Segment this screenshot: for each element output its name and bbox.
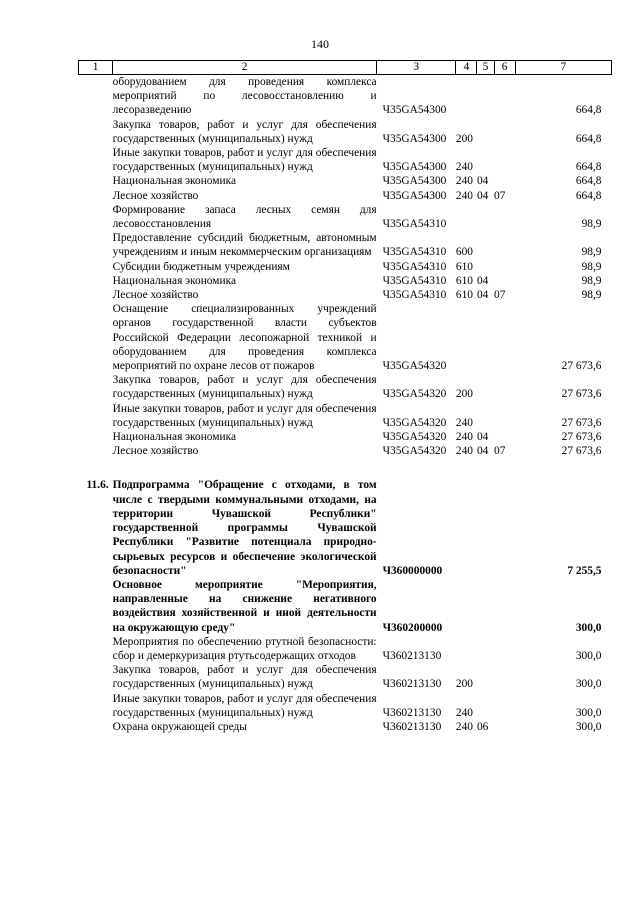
row-amount: 27 673,6 bbox=[561, 416, 602, 429]
row-target-code: Ч35GA54310 bbox=[382, 260, 447, 273]
row-subsection bbox=[494, 720, 515, 734]
row-amount: 664,8 bbox=[575, 189, 602, 202]
row-name: Иные закупки товаров, работ и услуг для обеспечения государственных (муниципальных) нужд bbox=[112, 692, 377, 719]
row-name: Субсидии бюджетным учреждениям bbox=[112, 260, 290, 273]
row-amount: 98,9 bbox=[581, 218, 602, 231]
row-subsection bbox=[494, 174, 515, 188]
table-row bbox=[79, 75, 612, 118]
row-name: Мероприятия по обеспечению ртутной безопасности: сбор и демеркуризация ртутьсодержащих отходов bbox=[112, 635, 377, 662]
row-amount: 98,9 bbox=[581, 274, 602, 287]
row-number bbox=[79, 75, 113, 118]
row-number: 11.6. bbox=[86, 479, 109, 492]
row-section bbox=[477, 203, 494, 231]
column-number: 2 bbox=[113, 61, 377, 75]
row-section bbox=[477, 373, 494, 401]
row-section bbox=[477, 231, 494, 259]
row-amount: 98,9 bbox=[581, 260, 602, 273]
row-expense-type: 610 bbox=[455, 260, 473, 273]
row-number bbox=[79, 189, 113, 203]
row-name: Закупка товаров, работ и услуг для обеспечения государственных (муниципальных) нужд bbox=[112, 374, 377, 401]
row-subsection bbox=[494, 578, 515, 635]
row-name: Основное мероприятие "Мероприятия, направленные на снижение негативного воздействия хозяйственной и иной деятельности на окружающую среду" bbox=[112, 578, 377, 634]
row-name: оборудованием для проведения комплекса мероприятий по лесовосстановлению и лесоразведению bbox=[112, 76, 377, 117]
row-number bbox=[79, 578, 113, 635]
row-subsection: 07 bbox=[494, 445, 506, 458]
row-name: Иные закупки товаров, работ и услуг для обеспечения государственных (муниципальных) нужд bbox=[112, 147, 377, 174]
table-row bbox=[79, 302, 612, 373]
row-target-code: Ч35GA54320 bbox=[382, 388, 447, 401]
row-section bbox=[477, 663, 494, 691]
row-target-code: Ч35GA54300 bbox=[382, 161, 447, 174]
row-expense-type: 200 bbox=[455, 388, 473, 401]
row-expense-type: 240 bbox=[455, 445, 473, 458]
row-number bbox=[79, 231, 113, 259]
row-subsection bbox=[494, 635, 515, 663]
row-name: Национальная экономика bbox=[112, 274, 236, 287]
row-number bbox=[79, 692, 113, 720]
row-expense-type bbox=[456, 635, 477, 663]
row-target-code: Ч360213130 bbox=[382, 720, 442, 733]
row-number bbox=[79, 203, 113, 231]
row-target-code: Ч35GA54320 bbox=[382, 445, 447, 458]
row-number bbox=[79, 302, 113, 373]
table-row bbox=[79, 174, 612, 188]
row-expense-type: 240 bbox=[455, 431, 473, 444]
row-amount: 300,0 bbox=[575, 678, 602, 691]
row-section: 04 bbox=[476, 274, 489, 287]
spacer-row bbox=[79, 458, 612, 478]
row-number bbox=[79, 430, 113, 444]
table-row bbox=[79, 402, 612, 430]
row-number bbox=[79, 720, 113, 734]
row-expense-type: 240 bbox=[455, 706, 473, 719]
row-target-code: Ч35GA54310 bbox=[382, 289, 447, 302]
row-subsection bbox=[494, 302, 515, 373]
table-row bbox=[79, 692, 612, 720]
row-subsection bbox=[494, 203, 515, 231]
budget-table bbox=[78, 60, 612, 734]
row-subsection: 07 bbox=[494, 289, 506, 302]
row-amount: 27 673,6 bbox=[561, 388, 602, 401]
row-amount: 300,0 bbox=[575, 706, 602, 719]
row-amount: 664,8 bbox=[575, 161, 602, 174]
row-target-code: Ч360213130 bbox=[382, 706, 442, 719]
row-expense-type bbox=[456, 478, 477, 577]
row-amount: 300,0 bbox=[575, 621, 602, 634]
row-subsection bbox=[494, 118, 515, 146]
row-expense-type: 200 bbox=[455, 678, 473, 691]
row-subsection bbox=[494, 146, 515, 174]
row-expense-type bbox=[456, 578, 477, 635]
row-section bbox=[477, 578, 494, 635]
row-number bbox=[79, 402, 113, 430]
row-section bbox=[477, 146, 494, 174]
row-name: Предоставление субсидий бюджетным, автономным учреждениям и иным некоммерческим организациям bbox=[112, 232, 377, 259]
row-amount: 664,8 bbox=[575, 104, 602, 117]
row-target-code: Ч35GA54310 bbox=[382, 274, 447, 287]
row-target-code: Ч35GA54300 bbox=[382, 175, 447, 188]
row-expense-type: 610 bbox=[455, 274, 473, 287]
row-expense-type: 610 bbox=[455, 289, 473, 302]
row-section: 04 bbox=[476, 189, 489, 202]
table-row bbox=[79, 118, 612, 146]
row-name: Закупка товаров, работ и услуг для обеспечения государственных (муниципальных) нужд bbox=[112, 664, 377, 691]
column-number: 3 bbox=[377, 61, 456, 75]
row-section bbox=[477, 75, 494, 118]
table-row bbox=[79, 260, 612, 274]
row-expense-type: 240 bbox=[455, 416, 473, 429]
table-row bbox=[79, 203, 612, 231]
row-number bbox=[79, 444, 113, 458]
row-number bbox=[79, 174, 113, 188]
row-subsection bbox=[494, 692, 515, 720]
column-number: 7 bbox=[515, 61, 611, 75]
row-amount: 7 255,5 bbox=[567, 564, 602, 577]
row-section: 04 bbox=[476, 289, 489, 302]
table-row bbox=[79, 444, 612, 458]
table-row bbox=[79, 274, 612, 288]
row-section bbox=[477, 260, 494, 274]
row-number bbox=[79, 146, 113, 174]
row-number bbox=[79, 260, 113, 274]
row-section: 06 bbox=[476, 720, 489, 733]
row-section bbox=[477, 692, 494, 720]
row-number bbox=[79, 635, 113, 663]
row-name: Оснащение специализированных учреждений органов государственной власти субъектов Российской Федерации лесопожарной техникой и оборудованием для проведения комплекса мероприятий по охране лесов от пожаров bbox=[112, 303, 377, 373]
table-row bbox=[79, 189, 612, 203]
row-amount: 98,9 bbox=[581, 289, 602, 302]
row-subsection bbox=[494, 231, 515, 259]
row-target-code: Ч35GA54300 bbox=[382, 132, 447, 145]
page-number: 140 bbox=[311, 37, 329, 51]
row-section: 04 bbox=[476, 445, 489, 458]
row-expense-type bbox=[456, 75, 477, 118]
row-target-code: Ч35GA54300 bbox=[382, 104, 447, 117]
row-target-code: Ч35GA54320 bbox=[382, 431, 447, 444]
row-name: Лесное хозяйство bbox=[112, 289, 199, 302]
row-subsection: 07 bbox=[494, 189, 506, 202]
row-section bbox=[477, 302, 494, 373]
row-target-code: Ч360213130 bbox=[382, 678, 442, 691]
column-number: 4 bbox=[456, 61, 477, 75]
row-amount: 98,9 bbox=[581, 246, 602, 259]
table-row bbox=[79, 720, 612, 734]
row-section: 04 bbox=[476, 175, 489, 188]
row-number bbox=[79, 288, 113, 302]
row-target-code: Ч35GA54310 bbox=[382, 218, 447, 231]
table-row bbox=[79, 373, 612, 401]
row-expense-type bbox=[456, 302, 477, 373]
row-amount: 27 673,6 bbox=[561, 445, 602, 458]
row-name: Лесное хозяйство bbox=[112, 189, 199, 202]
row-subsection bbox=[494, 430, 515, 444]
row-subsection bbox=[494, 75, 515, 118]
table-row bbox=[79, 231, 612, 259]
row-amount: 300,0 bbox=[575, 720, 602, 733]
row-expense-type: 240 bbox=[455, 189, 473, 202]
row-amount: 27 673,6 bbox=[561, 431, 602, 444]
table-row bbox=[79, 146, 612, 174]
row-amount: 664,8 bbox=[575, 132, 602, 145]
row-expense-type: 240 bbox=[455, 720, 473, 733]
row-name: Подпрограмма "Обращение с отходами, в том числе с твердыми коммунальными отходами, на территории Чувашской Республики" государственной программы Чувашской Республики "Развитие потенциала природно-сырьевых ресурсов и обеспечение экологической безопасности" bbox=[112, 479, 377, 577]
row-section: 04 bbox=[476, 431, 489, 444]
row-section bbox=[477, 635, 494, 663]
row-amount: 27 673,6 bbox=[561, 360, 602, 373]
table-row bbox=[79, 635, 612, 663]
row-target-code: Ч360200000 bbox=[382, 621, 443, 634]
row-name: Закупка товаров, работ и услуг для обеспечения государственных (муниципальных) нужд bbox=[112, 118, 377, 145]
table-row bbox=[79, 430, 612, 444]
row-section bbox=[477, 478, 494, 577]
table-row bbox=[79, 578, 612, 635]
row-section bbox=[477, 402, 494, 430]
row-subsection bbox=[494, 260, 515, 274]
row-name: Иные закупки товаров, работ и услуг для обеспечения государственных (муниципальных) нужд bbox=[112, 402, 377, 429]
row-expense-type bbox=[456, 203, 477, 231]
column-number: 5 bbox=[477, 61, 494, 75]
row-name: Формирование запаса лесных семян для лесовосстановления bbox=[112, 203, 377, 231]
row-expense-type: 240 bbox=[455, 175, 473, 188]
column-number-row bbox=[79, 61, 612, 75]
table-row bbox=[79, 663, 612, 691]
row-expense-type: 600 bbox=[455, 246, 473, 259]
row-name: Охрана окружающей среды bbox=[112, 720, 247, 733]
row-amount: 664,8 bbox=[575, 175, 602, 188]
row-target-code: Ч35GA54320 bbox=[382, 416, 447, 429]
row-expense-type: 240 bbox=[455, 161, 473, 174]
column-number: 1 bbox=[79, 61, 113, 75]
column-number: 6 bbox=[494, 61, 515, 75]
row-subsection bbox=[494, 373, 515, 401]
row-subsection bbox=[494, 274, 515, 288]
row-number bbox=[79, 663, 113, 691]
row-subsection bbox=[494, 663, 515, 691]
row-expense-type: 200 bbox=[455, 132, 473, 145]
row-number bbox=[79, 373, 113, 401]
row-subsection bbox=[494, 402, 515, 430]
row-subsection bbox=[494, 478, 515, 577]
row-target-code: Ч35GA54300 bbox=[382, 189, 447, 202]
row-name: Национальная экономика bbox=[112, 175, 236, 188]
row-target-code: Ч360213130 bbox=[382, 649, 442, 662]
row-name: Лесное хозяйство bbox=[112, 445, 199, 458]
row-number bbox=[79, 118, 113, 146]
row-target-code: Ч35GA54310 bbox=[382, 246, 447, 259]
row-number bbox=[79, 274, 113, 288]
row-target-code: Ч360000000 bbox=[382, 564, 443, 577]
row-amount: 300,0 bbox=[575, 649, 602, 662]
row-name: Национальная экономика bbox=[112, 431, 236, 444]
table-row bbox=[79, 478, 612, 577]
row-target-code: Ч35GA54320 bbox=[382, 360, 447, 373]
table-row bbox=[79, 288, 612, 302]
row-section bbox=[477, 118, 494, 146]
